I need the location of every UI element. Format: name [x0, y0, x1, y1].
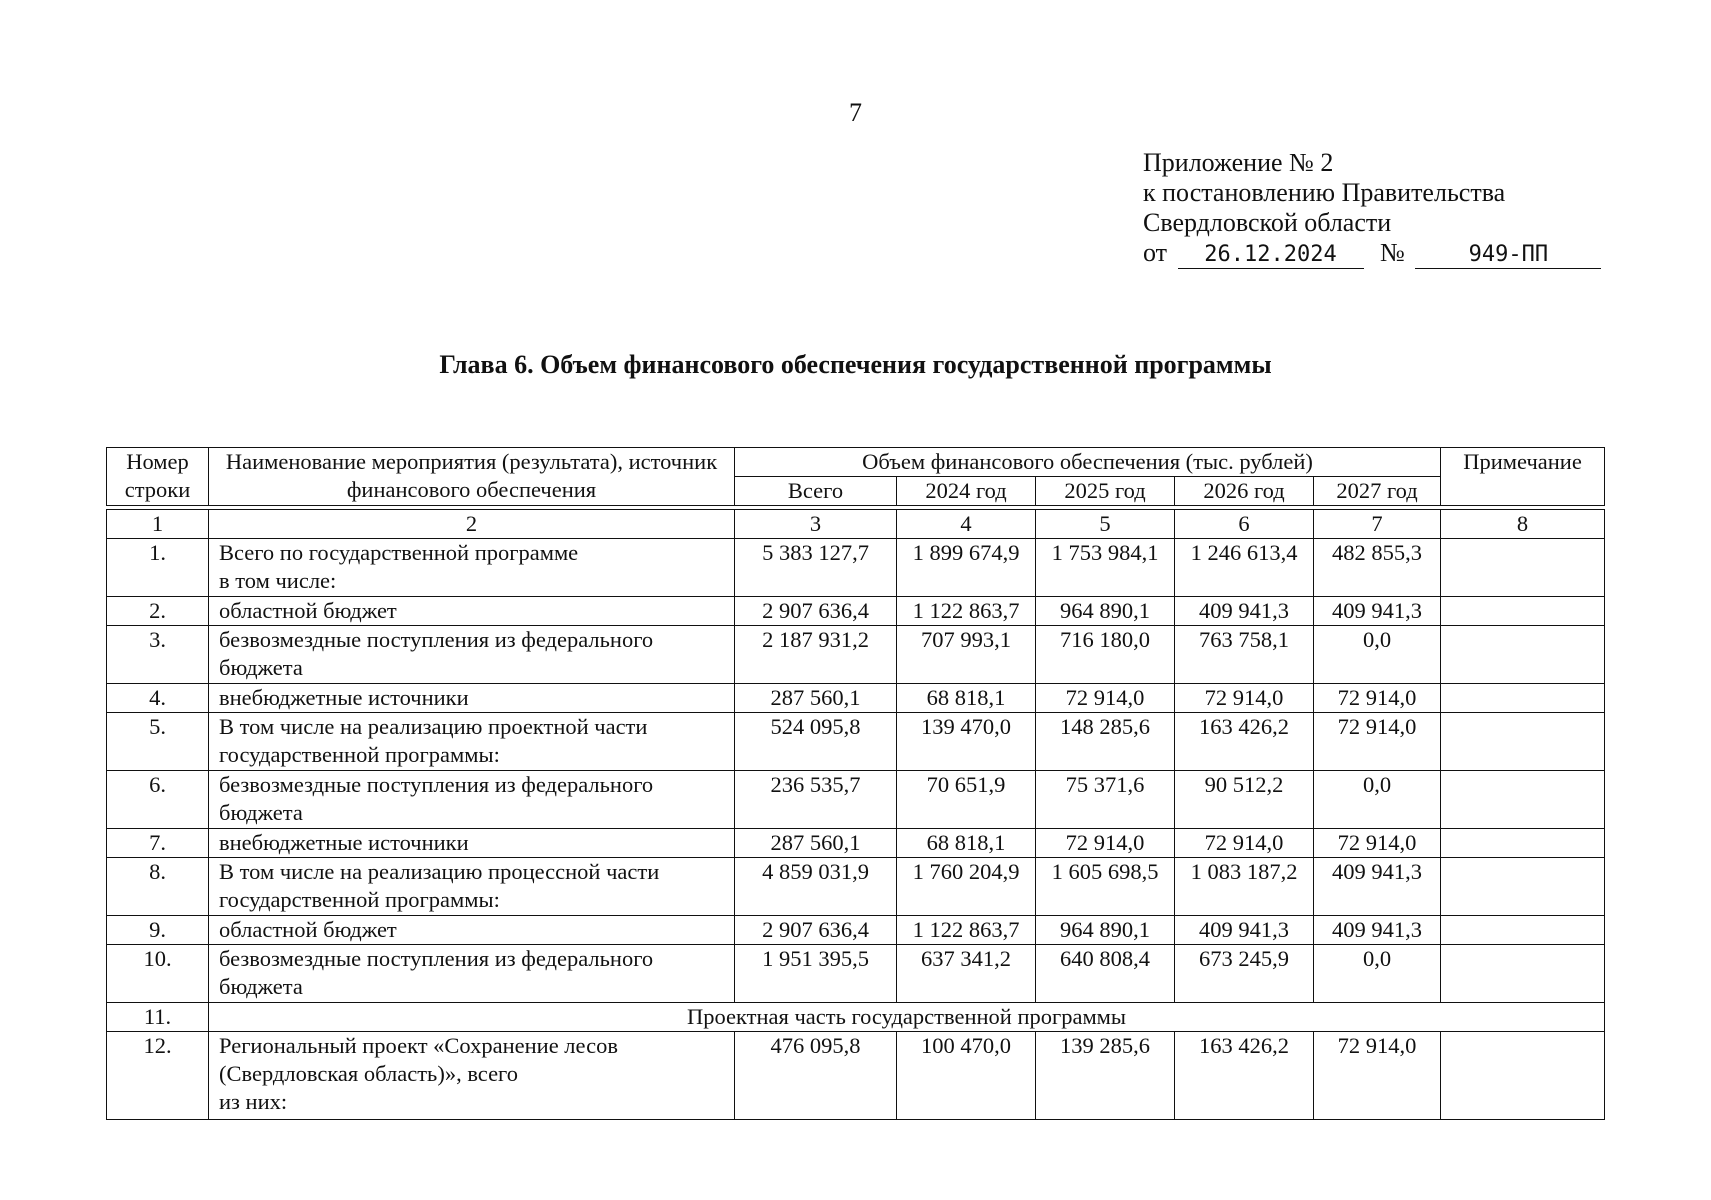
header-2025: 2025 год — [1036, 477, 1175, 506]
value-2025: 75 371,6 — [1036, 771, 1175, 829]
row-note — [1441, 684, 1605, 713]
table-row — [107, 1032, 1605, 1120]
value-2024: 1 899 674,9 — [897, 539, 1036, 597]
value-total: 2 907 636,4 — [735, 916, 897, 945]
row-number: 8. — [107, 858, 209, 916]
value-2024: 100 470,0 — [897, 1032, 1036, 1120]
value-2026: 90 512,2 — [1175, 771, 1314, 829]
value-2024: 707 993,1 — [897, 626, 1036, 684]
value-2024: 68 818,1 — [897, 684, 1036, 713]
column-index: 2 — [209, 510, 735, 539]
header-2027: 2027 год — [1314, 477, 1441, 506]
row-note — [1441, 829, 1605, 858]
row-name: безвозмездные поступления из федерального бюджета — [209, 626, 735, 684]
table-row — [107, 829, 1605, 858]
table-row — [107, 771, 1605, 829]
value-total: 5 383 127,7 — [735, 539, 897, 597]
value-2024: 1 122 863,7 — [897, 597, 1036, 626]
value-2025: 716 180,0 — [1036, 626, 1175, 684]
value-2024: 139 470,0 — [897, 713, 1036, 771]
value-2027: 0,0 — [1314, 945, 1441, 1003]
value-total: 2 907 636,4 — [735, 597, 897, 626]
row-name: Всего по государственной программе в том числе: — [209, 539, 735, 597]
value-2025: 964 890,1 — [1036, 597, 1175, 626]
value-2025: 1 605 698,5 — [1036, 858, 1175, 916]
row-name: безвозмездные поступления из федерального бюджета — [209, 771, 735, 829]
annex-date-number — [1143, 238, 1603, 269]
table-row — [107, 916, 1605, 945]
funding-table — [106, 447, 1605, 1120]
value-total: 236 535,7 — [735, 771, 897, 829]
row-number: 11. — [107, 1003, 209, 1032]
annex-from-label: от — [1143, 238, 1168, 267]
table-row — [107, 713, 1605, 771]
row-number: 9. — [107, 916, 209, 945]
value-2026: 72 914,0 — [1175, 684, 1314, 713]
value-2025: 148 285,6 — [1036, 713, 1175, 771]
value-2027: 409 941,3 — [1314, 597, 1441, 626]
value-2025: 964 890,1 — [1036, 916, 1175, 945]
annex-resolution: к постановлению Правительства — [1143, 178, 1506, 207]
value-2026: 763 758,1 — [1175, 626, 1314, 684]
table-row — [107, 1003, 1605, 1032]
row-note — [1441, 539, 1605, 597]
header-name: Наименование мероприятия (результата), источник финансового обеспечения — [209, 448, 735, 506]
row-note — [1441, 858, 1605, 916]
table-body — [107, 506, 1605, 1120]
row-note — [1441, 713, 1605, 771]
column-index: 5 — [1036, 510, 1175, 539]
row-name: В том числе на реализацию процессной части государственной программы: — [209, 858, 735, 916]
table-row — [107, 539, 1605, 597]
column-index: 8 — [1441, 510, 1605, 539]
value-2027: 72 914,0 — [1314, 713, 1441, 771]
row-name: областной бюджет — [209, 916, 735, 945]
row-number: 4. — [107, 684, 209, 713]
value-2027: 0,0 — [1314, 771, 1441, 829]
value-total: 287 560,1 — [735, 684, 897, 713]
row-note — [1441, 1032, 1605, 1120]
row-number: 5. — [107, 713, 209, 771]
value-2027: 72 914,0 — [1314, 1032, 1441, 1120]
value-2027: 409 941,3 — [1314, 916, 1441, 945]
header-row-number: Номер строки — [107, 448, 209, 506]
row-name: Региональный проект «Сохранение лесов (Свердловская область)», всего из них: — [209, 1032, 735, 1120]
row-name: областной бюджет — [209, 597, 735, 626]
value-2026: 673 245,9 — [1175, 945, 1314, 1003]
row-number: 12. — [107, 1032, 209, 1120]
column-index: 1 — [107, 510, 209, 539]
row-number: 2. — [107, 597, 209, 626]
header-funding: Объем финансового обеспечения (тыс. рублей) — [735, 448, 1441, 477]
column-index: 7 — [1314, 510, 1441, 539]
value-2026: 409 941,3 — [1175, 916, 1314, 945]
value-2027: 0,0 — [1314, 626, 1441, 684]
value-2024: 1 760 204,9 — [897, 858, 1036, 916]
row-note — [1441, 771, 1605, 829]
row-name: безвозмездные поступления из федерального бюджета — [209, 945, 735, 1003]
row-note — [1441, 597, 1605, 626]
value-2024: 1 122 863,7 — [897, 916, 1036, 945]
row-number: 3. — [107, 626, 209, 684]
value-2026: 72 914,0 — [1175, 829, 1314, 858]
row-name: В том числе на реализацию проектной части государственной программы: — [209, 713, 735, 771]
value-total: 2 187 931,2 — [735, 626, 897, 684]
value-2025: 72 914,0 — [1036, 684, 1175, 713]
value-2025: 640 808,4 — [1036, 945, 1175, 1003]
column-index: 6 — [1175, 510, 1314, 539]
value-2026: 409 941,3 — [1175, 597, 1314, 626]
value-total: 4 859 031,9 — [735, 858, 897, 916]
value-2024: 68 818,1 — [897, 829, 1036, 858]
row-number: 7. — [107, 829, 209, 858]
column-index: 4 — [897, 510, 1036, 539]
section-title: Проектная часть государственной программы — [209, 1003, 1605, 1032]
value-2024: 70 651,9 — [897, 771, 1036, 829]
value-2024: 637 341,2 — [897, 945, 1036, 1003]
column-index: 3 — [735, 510, 897, 539]
row-name: внебюджетные источники — [209, 829, 735, 858]
header-note: Примечание — [1441, 448, 1605, 506]
value-2025: 1 753 984,1 — [1036, 539, 1175, 597]
header-2026: 2026 год — [1175, 477, 1314, 506]
value-2026: 1 083 187,2 — [1175, 858, 1314, 916]
value-2027: 72 914,0 — [1314, 684, 1441, 713]
annex-number: 949-ПП — [1415, 242, 1601, 269]
annex-block — [1143, 148, 1603, 269]
value-2025: 72 914,0 — [1036, 829, 1175, 858]
header-total: Всего — [735, 477, 897, 506]
row-note — [1441, 916, 1605, 945]
header-2024: 2024 год — [897, 477, 1036, 506]
value-2027: 72 914,0 — [1314, 829, 1441, 858]
table-row — [107, 858, 1605, 916]
row-number: 1. — [107, 539, 209, 597]
page-number: 7 — [849, 98, 862, 127]
value-2027: 482 855,3 — [1314, 539, 1441, 597]
table-row — [107, 684, 1605, 713]
table-row — [107, 945, 1605, 1003]
row-number: 6. — [107, 771, 209, 829]
table-row — [107, 597, 1605, 626]
value-total: 287 560,1 — [735, 829, 897, 858]
value-2025: 139 285,6 — [1036, 1032, 1175, 1120]
table-row — [107, 626, 1605, 684]
column-index-row — [107, 510, 1605, 539]
row-note — [1441, 626, 1605, 684]
value-2026: 1 246 613,4 — [1175, 539, 1314, 597]
value-2027: 409 941,3 — [1314, 858, 1441, 916]
annex-region: Свердловской области — [1143, 208, 1392, 237]
annex-title: Приложение № 2 — [1143, 148, 1334, 177]
row-name: внебюджетные источники — [209, 684, 735, 713]
value-total: 1 951 395,5 — [735, 945, 897, 1003]
chapter-title: Глава 6. Объем финансового обеспечения государственной программы — [439, 350, 1272, 379]
row-number: 10. — [107, 945, 209, 1003]
value-total: 524 095,8 — [735, 713, 897, 771]
annex-number-label: № — [1380, 238, 1405, 267]
row-note — [1441, 945, 1605, 1003]
annex-date: 26.12.2024 — [1178, 242, 1364, 269]
value-2026: 163 426,2 — [1175, 1032, 1314, 1120]
value-2026: 163 426,2 — [1175, 713, 1314, 771]
value-total: 476 095,8 — [735, 1032, 897, 1120]
